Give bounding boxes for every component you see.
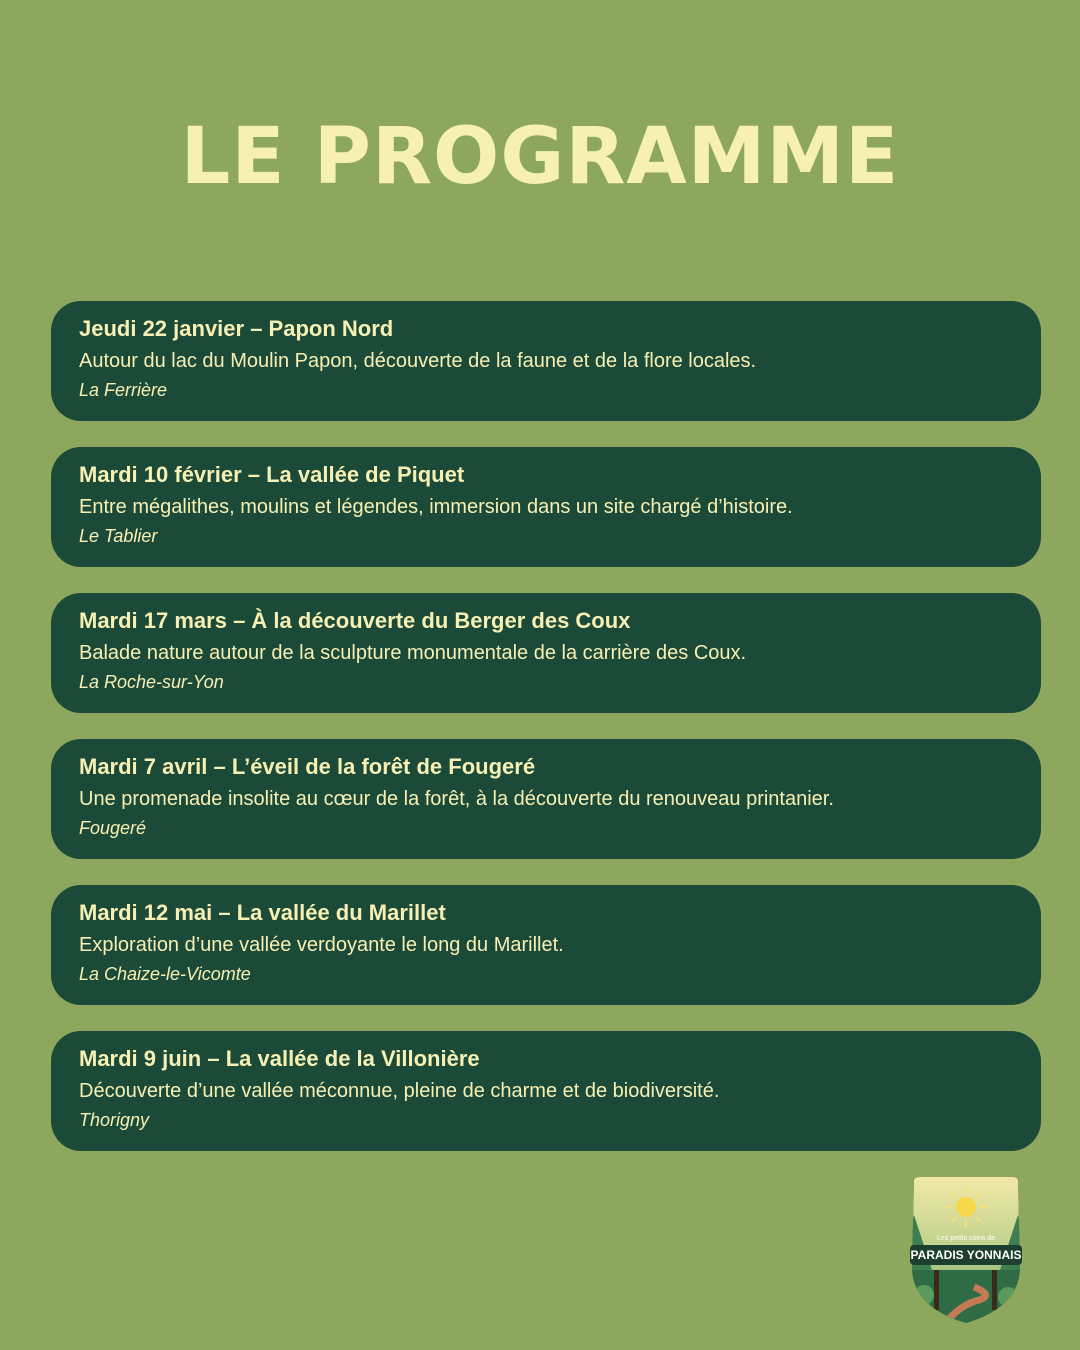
event-card bbox=[51, 739, 1041, 859]
logo-small-text: Les petits coins de bbox=[937, 1235, 995, 1242]
event-place: Fougeré bbox=[79, 818, 147, 838]
event-title: Jeudi 22 janvier – Papon Nord bbox=[79, 316, 394, 341]
event-card bbox=[51, 1031, 1041, 1151]
event-card bbox=[51, 593, 1041, 713]
event-description: Une promenade insolite au cœur de la forêt, à la découverte du renouveau printanier. bbox=[79, 788, 834, 810]
event-title: Mardi 7 avril – L’éveil de la forêt de Fougeré bbox=[79, 754, 536, 779]
event-place: La Roche-sur-Yon bbox=[79, 672, 224, 692]
event-card bbox=[51, 301, 1041, 421]
event-description: Découverte d’une vallée méconnue, pleine de charme et de biodiversité. bbox=[79, 1080, 720, 1102]
event-title: Mardi 12 mai – La vallée du Marillet bbox=[79, 900, 446, 925]
event-place: La Ferrière bbox=[79, 380, 168, 400]
paradis-yonnais-logo bbox=[904, 1175, 1028, 1325]
event-description: Autour du lac du Moulin Papon, découverte de la faune et de la flore locales. bbox=[79, 350, 757, 372]
event-title: Mardi 17 mars – À la découverte du Berger des Coux bbox=[79, 608, 631, 633]
event-description: Exploration d’une vallée verdoyante le long du Marillet. bbox=[79, 934, 564, 956]
event-description: Balade nature autour de la sculpture monumentale de la carrière des Coux. bbox=[79, 642, 747, 664]
event-title: Mardi 9 juin – La vallée de la Villonière bbox=[79, 1046, 480, 1071]
event-place: Le Tablier bbox=[79, 526, 158, 546]
event-description: Entre mégalithes, moulins et légendes, immersion dans un site chargé d’histoire. bbox=[79, 496, 793, 518]
event-card bbox=[51, 885, 1041, 1005]
logo-big-text: PARADIS YONNAIS bbox=[910, 1245, 1022, 1265]
program-list bbox=[51, 301, 1041, 1177]
event-title: Mardi 10 février – La vallée de Piquet bbox=[79, 462, 465, 487]
event-place: Thorigny bbox=[79, 1110, 150, 1130]
page-title: LE PROGRAMME bbox=[180, 112, 900, 202]
event-card bbox=[51, 447, 1041, 567]
event-place: La Chaize-le-Vicomte bbox=[79, 964, 251, 984]
